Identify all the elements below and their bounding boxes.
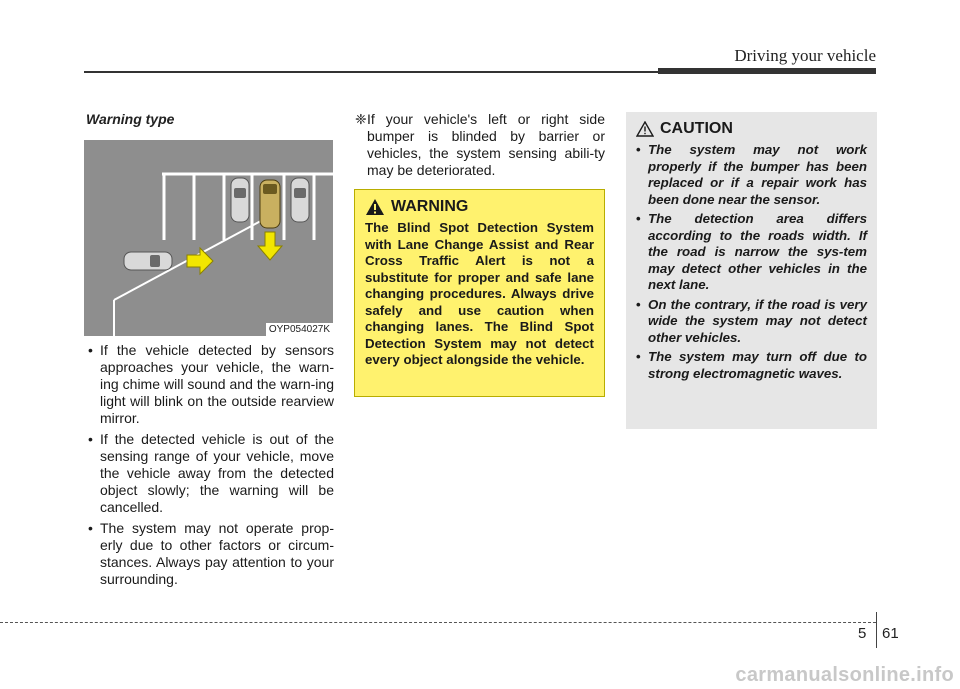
caution-text: The system may turn off due to strong electromagnetic waves.	[648, 349, 867, 381]
bullet-dot: •	[636, 211, 641, 226]
bullet-text: If the vehicle detected by sensors approaches your vehicle, the warn-ing chime will sound and the warn-ing light will blink on the outside rearview mirror.	[100, 342, 334, 426]
parking-diagram	[84, 140, 333, 336]
chapter-number: 5	[858, 625, 867, 642]
caution-triangle-icon	[636, 121, 654, 137]
bullet-text: The system may not operate prop-erly due to other factors or circum-stances. Always pay attention to your surrounding.	[100, 520, 334, 587]
bullet-text: If the detected vehicle is out of the sensing range of your vehicle, move the vehicle away from the detected object slowly; the warning will be cancelled.	[100, 431, 334, 515]
list-item	[636, 211, 867, 294]
list-item	[86, 431, 334, 516]
parking-illustration	[84, 140, 333, 336]
list-item	[636, 297, 867, 347]
caution-text: The detection area differs according to the roads width. If the road is narrow the sys-tem may detect other vehicles in the next lane.	[648, 211, 867, 292]
warning-title: WARNING	[391, 198, 469, 215]
caution-title: CAUTION	[660, 120, 733, 137]
caution-text: The system may not work properly if the bumper has been replaced or if a repair work has been done near the sensor.	[648, 142, 867, 207]
bullet-dot: •	[88, 342, 93, 358]
warning-triangle-icon	[365, 198, 385, 216]
bullet-dot: •	[88, 520, 93, 536]
bullet-list	[86, 342, 334, 592]
footer-rule	[0, 622, 876, 623]
bullet-dot: •	[636, 349, 641, 364]
bullet-dot: •	[636, 296, 641, 312]
caution-text: On the contrary, if the road is very wide the system may not detect other vehicles.	[648, 296, 867, 345]
warning-box	[354, 189, 605, 397]
header-rule-accent	[658, 68, 876, 74]
bullet-dot: •	[88, 431, 93, 447]
warning-text: The Blind Spot Detection System with Lane Change Assist and Rear Cross Traffic Alert is not a substitute for proper and safe lane changing procedures. Always drive safely and use caution when changing lanes. The Blind Spot Detection System may not detect every object alongside the vehicle.	[365, 220, 594, 367]
watermark: carmanualsonline.info	[735, 664, 954, 686]
bullet-dot: •	[636, 142, 641, 157]
note-text: If your vehicle's left or right side bumper is blinded by barrier or vehicles, the system sensing abili-ty may be deteriorated.	[367, 111, 605, 178]
list-item	[86, 342, 334, 427]
page-divider	[876, 612, 877, 648]
section-heading: Warning type	[86, 111, 175, 127]
page-number: 61	[882, 625, 899, 642]
caution-box	[626, 112, 877, 429]
note-mark: ❈	[355, 111, 367, 127]
list-item	[636, 142, 867, 208]
list-item	[86, 520, 334, 588]
list-item	[636, 349, 867, 382]
header-title: Driving your vehicle	[734, 46, 876, 65]
figure-code: OYP054027K	[266, 323, 333, 336]
note-paragraph	[355, 111, 605, 179]
